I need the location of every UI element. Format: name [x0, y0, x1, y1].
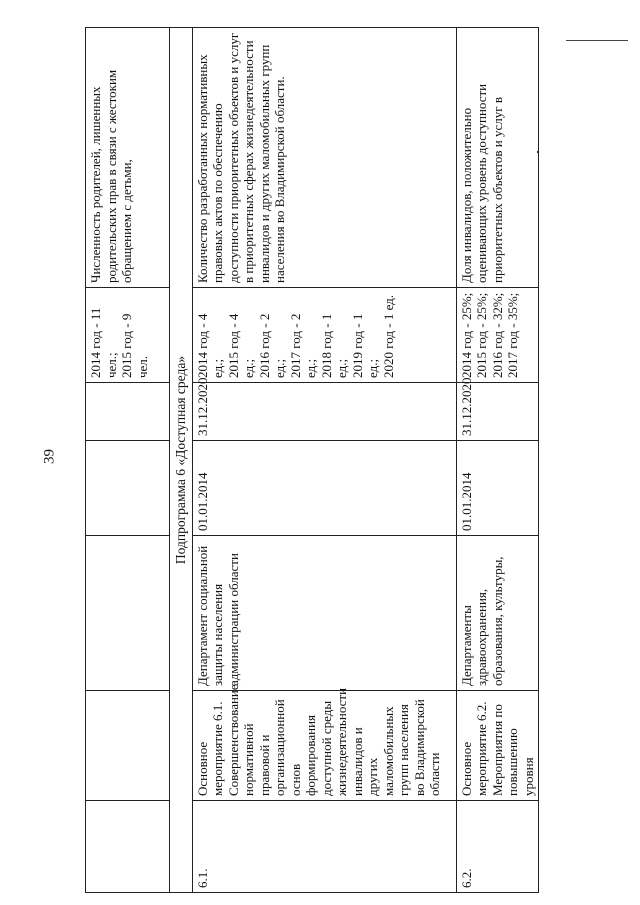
row-start-cell: 01.01.2014 [456, 441, 539, 536]
row-name-cell: Основное мероприятие 6.2. Мероприятия по повышению уровня [456, 691, 539, 801]
prev-end-cell [86, 383, 170, 441]
subprogram-title: Подпрограмма 6 «Доступная среда» [170, 28, 193, 893]
prev-values-cell: 2014 год - 11 чел.; 2015 год - 9 чел. [86, 288, 170, 383]
prev-name-cell [86, 691, 170, 801]
prev-num-cell [86, 801, 170, 893]
measures-table [85, 27, 539, 893]
row-end-cell: 31.12.2020 [192, 383, 456, 441]
row-indicator-cell: Доля инвалидов, положительно оценивающих уровень доступности приоритетных объектов и услуг в [456, 28, 539, 288]
row-start-cell: 01.01.2014 [192, 441, 456, 536]
table-row [86, 28, 170, 893]
row-values-cell: 2014 год - 4 ед.; 2015 год - 4 ед.; 2016 год - 2 ед.; 2017 год - 2 ед.; 2018 год - 1 ед.; 2019 год - 1 ед.; 2020 год - 1 ед. [192, 288, 456, 383]
page-number: 39 [41, 449, 58, 464]
row-executor-cell: Департаменты здравоохранения, образования, культуры, [456, 536, 539, 691]
row-num-cell: 6.1. [192, 801, 456, 893]
row-indicator-cell: Количество разработанных нормативных правовых актов по обеспечению доступности приоритетных объектов и услуг в приоритетных сферах жизнедеятельности инвалидов и других маломобильных групп населения во Владимирской области. [192, 28, 456, 288]
row-num-cell: 6.2. [456, 801, 539, 893]
margin-rule [566, 40, 628, 41]
rotated-table-wrapper [85, 28, 535, 893]
table-row [192, 28, 456, 893]
row-name-cell: Основное мероприятие 6.1. Совершенствование нормативной правовой и организационной основ формирования доступной среды жизнедеятельности инвалидов и других маломобильных групп населения во Владимирской области [192, 691, 456, 801]
row-values-cell: 2014 год - 25%; 2015 год - 25%; 2016 год - 32%; 2017 год - 35%; [456, 288, 539, 383]
row-end-cell: 31.12.2020 [456, 383, 539, 441]
prev-executor-cell [86, 536, 170, 691]
prev-start-cell [86, 441, 170, 536]
table-row [456, 28, 539, 893]
row-executor-cell: Департамент социальной защиты населения администрации области [192, 536, 456, 691]
table-row [170, 28, 193, 893]
prev-indicator-cell: Численность родителей, лишенных родительских прав в связи с жестоким обращением с детьми, [86, 28, 170, 288]
